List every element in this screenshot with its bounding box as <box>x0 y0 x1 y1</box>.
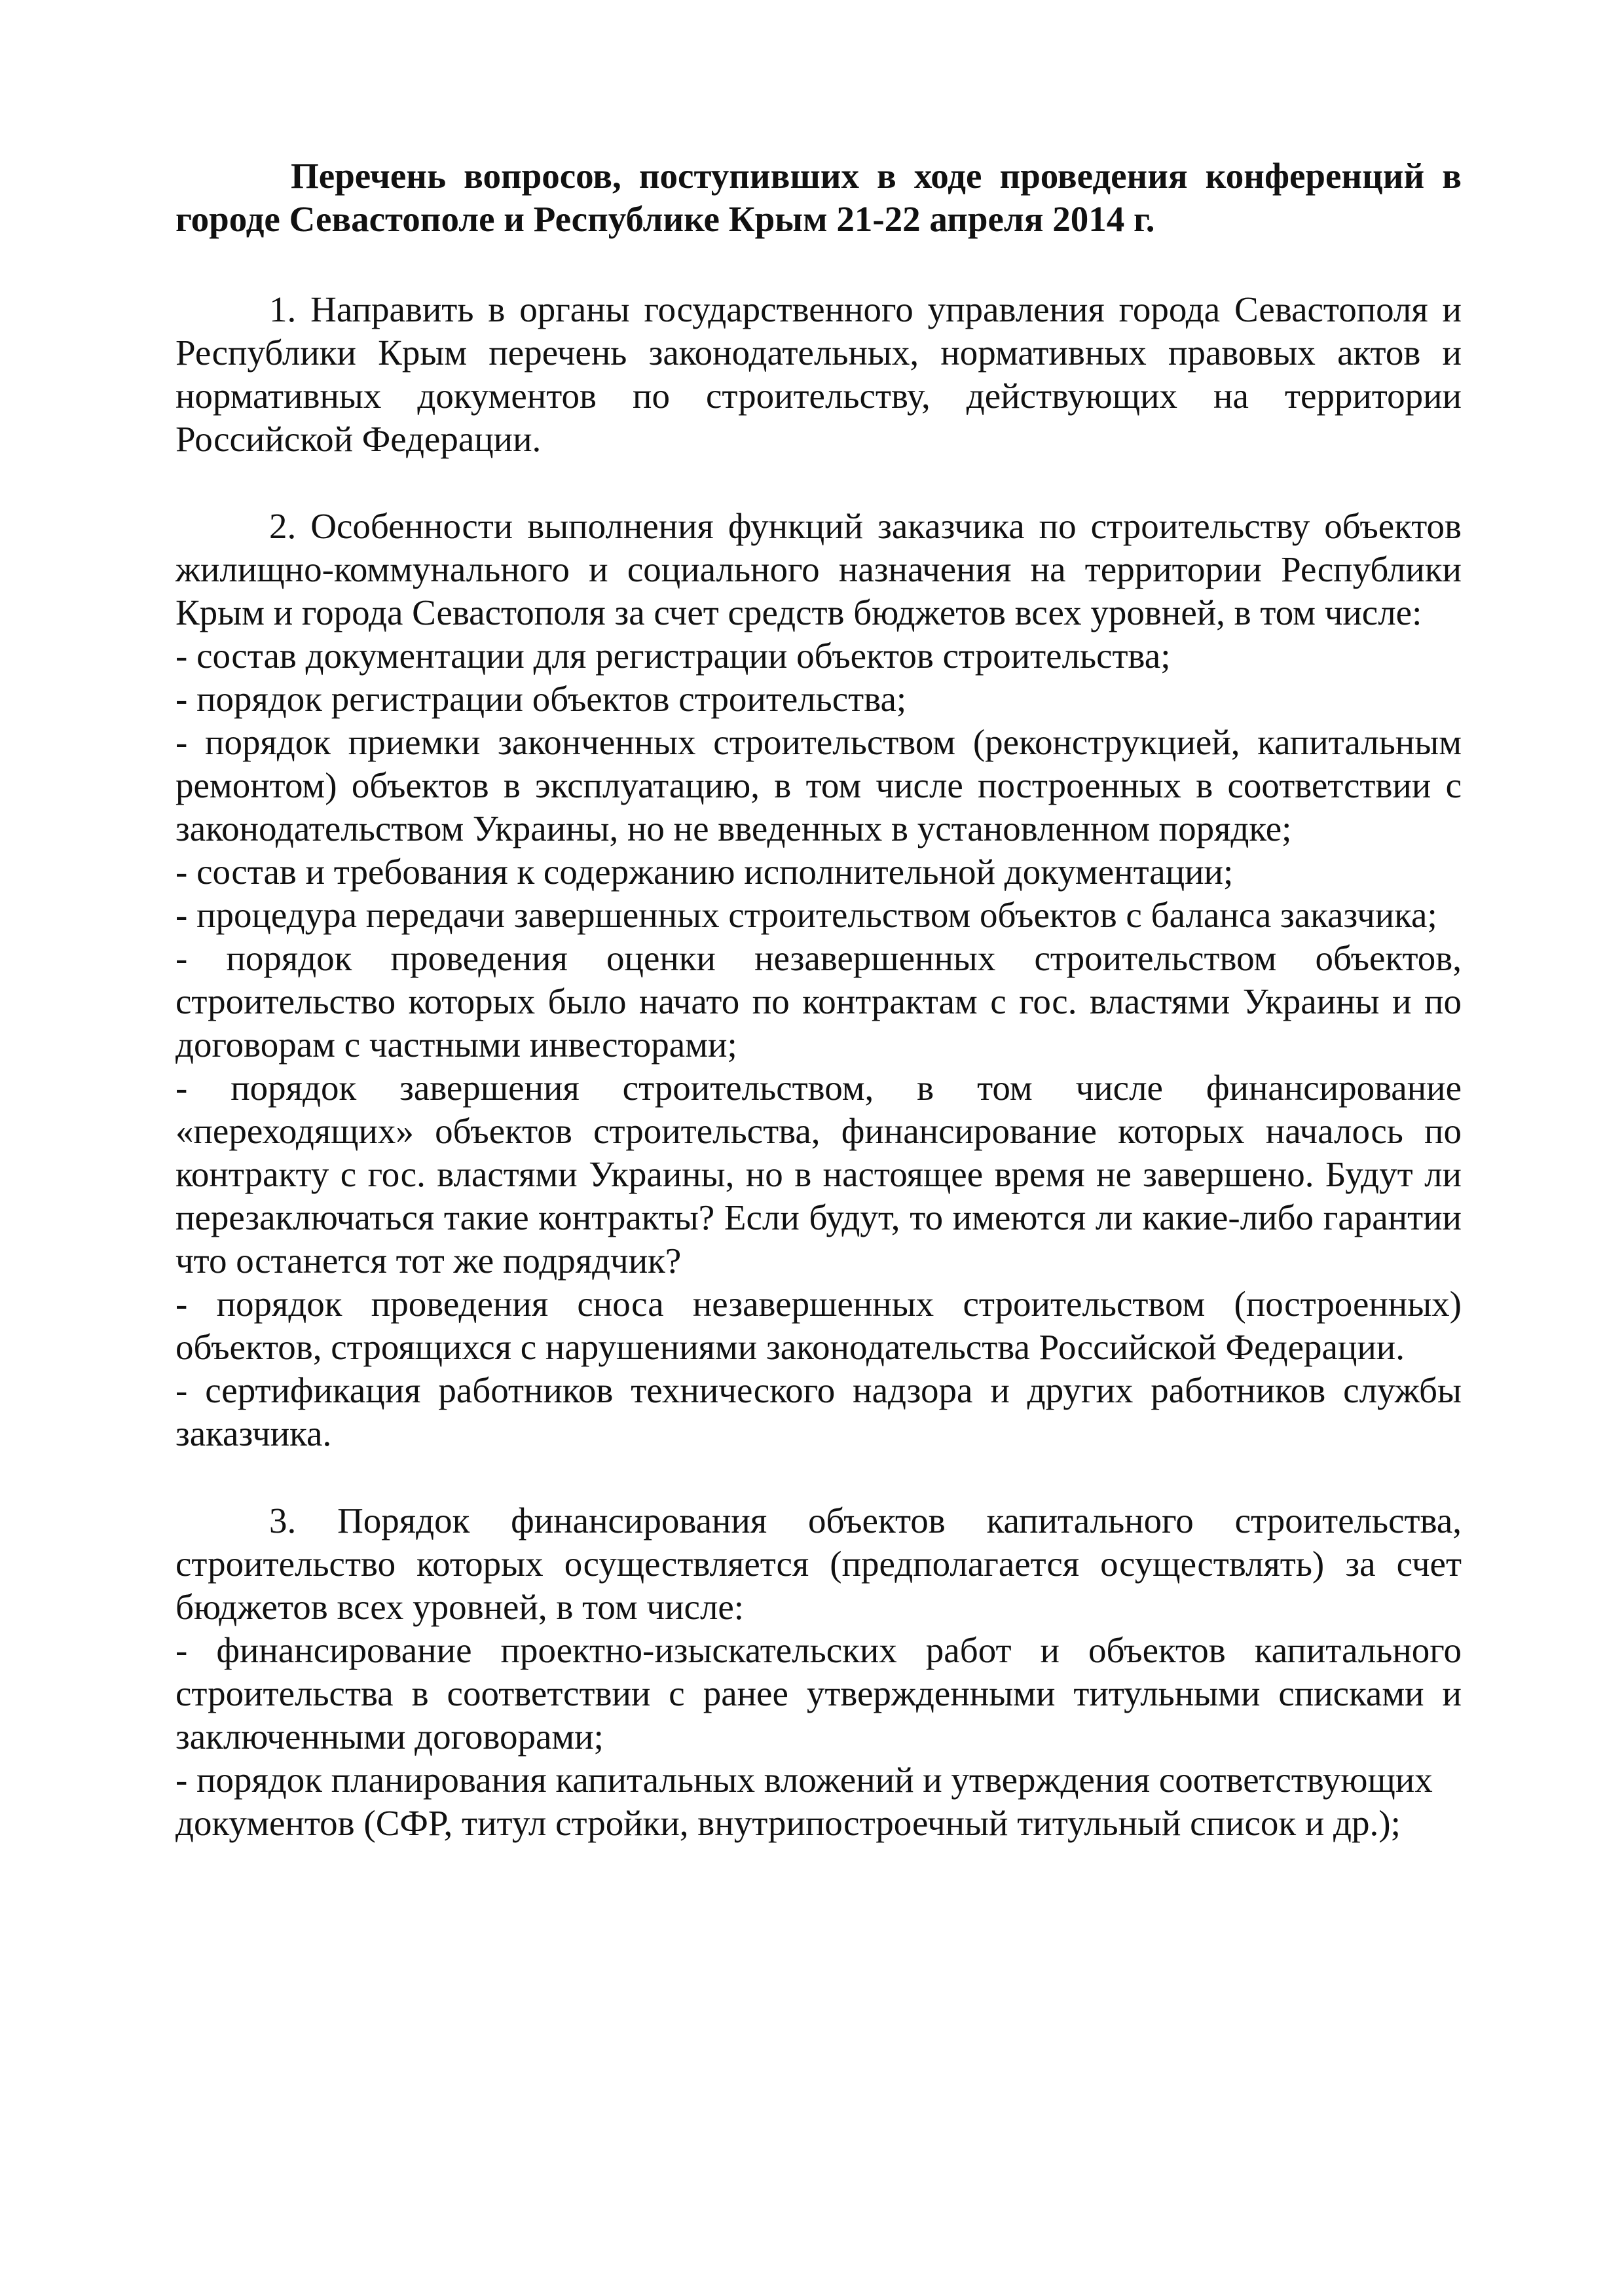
section-2-item: - сертификация работников технического надзора и других работников службы заказчика. <box>175 1370 1462 1453</box>
section-2-item: - порядок регистрации объектов строительства; <box>175 679 907 719</box>
section-1 <box>175 288 1462 461</box>
section-2 <box>175 505 1462 1455</box>
section-2-item: - порядок проведения оценки незавершенных строительством объектов, строительство которых было начато по контрактам с гос. властями Украины и по договорам с частными инвесторами; <box>175 938 1462 1065</box>
section-3-lead: 3. Порядок финансирования объектов капитального строительства, строительство которых осуществляется (предполагается осуществлять) за счет бюджетов всех уровней, в том числе: <box>175 1501 1462 1627</box>
section-2-lead: 2. Особенности выполнения функций заказчика по строительству объектов жилищно-коммунального и социального назначения на территории Республики Крым и города Севастополя за счет средств бюджетов всех уровней, в том числе: <box>175 506 1462 632</box>
document-title: Перечень вопросов, поступивших в ходе проведения конференций в городе Севастополе и Республике Крым 21-22 апреля 2014 г. <box>175 156 1462 239</box>
section-2-item: - состав и требования к содержанию исполнительной документации; <box>175 852 1234 892</box>
document-page <box>175 155 1462 1889</box>
section-3 <box>175 1499 1462 1845</box>
section-1-lead: 1. Направить в органы государственного управления города Севастополя и Республики Крым перечень законодательных, нормативных правовых актов и нормативных документов по строительству, действующих на территории Российской Федерации. <box>175 289 1462 459</box>
section-2-item: - порядок приемки законченных строительством (реконструкцией, капитальным ремонтом) объектов в эксплуатацию, в том числе построенных в соответствии с законодательством Украины, но не введенных в установленном порядке; <box>175 722 1462 848</box>
section-2-item: - процедура передачи завершенных строительством объектов с баланса заказчика; <box>175 895 1437 935</box>
section-3-item: - порядок планирования капитальных вложений и утверждения соответствующих документов (СФР, титул стройки, внутрипостроечный титульный список и др.); <box>175 1760 1433 1843</box>
section-2-item: - состав документации для регистрации объектов строительства; <box>175 636 1171 676</box>
section-2-item: - порядок завершения строительством, в том числе финансирование «переходящих» объектов строительства, финансирование которых началось по контракту с гос. властями Украины, но в настоящее время не завершено. Будут ли перезаключаться такие контракты? Если будут, то имеются ли какие-либо гарантии что останется тот же подрядчик? <box>175 1068 1462 1281</box>
section-2-item: - порядок проведения сноса незавершенных строительством (построенных) объектов, строящихся с нарушениями законодательства Российской Федерации. <box>175 1284 1462 1367</box>
section-3-item: - финансирование проектно-изыскательских работ и объектов капитального строительства в соответствии с ранее утвержденными титульными списками и заключенными договорами; <box>175 1630 1462 1757</box>
